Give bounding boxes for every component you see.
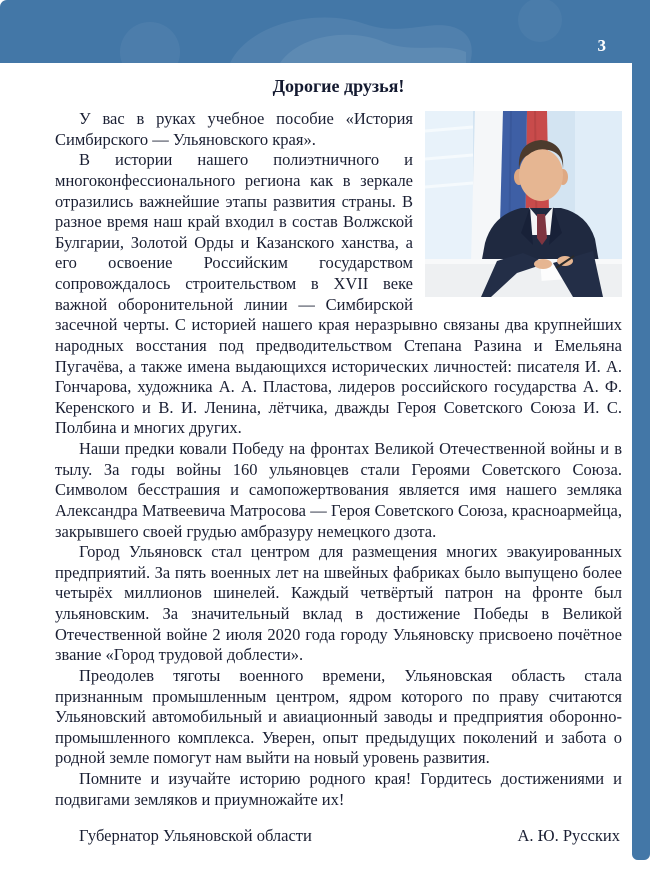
governor-portrait-illustration	[425, 111, 622, 297]
paragraph-5: Преодолев тяготы военного времени, Ульяновская область стала признанным промышленным центром, ядром которого по праву считаются Ульяновский автомобильный и авиационный заводы и предприятия оборонно-промышленного комплекса. Уверен, опыт предыдущих поколений и забота о родной земле помогут нам выйти на новый уровень развития.	[55, 665, 622, 768]
page-number: 3	[597, 36, 606, 55]
side-band	[632, 0, 650, 860]
header-watermark-pattern	[0, 0, 650, 63]
paragraph-3: Наши предки ковали Победу на фронтах Великой Отечественной войны и в тылу. За годы войны 160 ульяновцев стали Героями Советского Союза. Символом бесстрашия и самопожертвования является имя нашего земляка Александра Матвеевича Матросова — Героя Советского Союза, красноармейца, закрывшего своей грудью амбразуру немецкого дзота.	[55, 439, 622, 541]
text-flow	[55, 109, 622, 810]
page-title: Дорогие друзья!	[272, 76, 405, 96]
paragraph-4: Город Ульяновск стал центром для размещения многих эвакуированных предприятий. За пять военных лет на швейных фабриках было выпущено более четырёх миллионов шинелей. Каждый четвёртый патрон на фронте был ульяновским. За значительный вклад в достижение Победы в Великой Отечественной войне 2 июля 2020 года городу Ульяновску присвоено почётное звание «Город трудовой доблести».	[55, 542, 622, 665]
governor-photo	[425, 111, 622, 297]
paragraph-2: В истории нашего полиэтничного и многоконфессионального региона как в зеркале отразились важнейшие этапы развития страны. В разное время наш край входил в состав Волжской Булгарии, Золотой Орды и Казанского ханства, а его освоение Российским государством сопровождалось строительством в XVII веке важной оборонительной линии — Симбирской засечной черты. С историей нашего края неразрывно связаны два крупнейших народных восстания под предводительством Степана Разина и Емельяна Пугачёва, а также имена выдающихся исторических личностей: писателя И. А. Гончарова, художника А. А. Пластова, лидеров российского государства А. Ф. Керенского и В. И. Ленина, лётчика, дважды Героя Советского Союза И. С. Полбина и многих других.	[55, 150, 622, 438]
paragraph-6: Помните и изучайте историю родного края! Гордитесь достижениями и подвигами земляков и приумножайте их!	[55, 769, 622, 809]
signature-row	[55, 826, 622, 846]
signature-role: Губернатор Ульяновской области	[79, 826, 312, 846]
paragraph-1: У вас в руках учебное пособие «История Симбирского — Ульяновского края».	[55, 109, 413, 149]
header-band	[0, 0, 650, 63]
signature-name: А. Ю. Русских	[517, 826, 620, 846]
page-content	[55, 76, 622, 846]
